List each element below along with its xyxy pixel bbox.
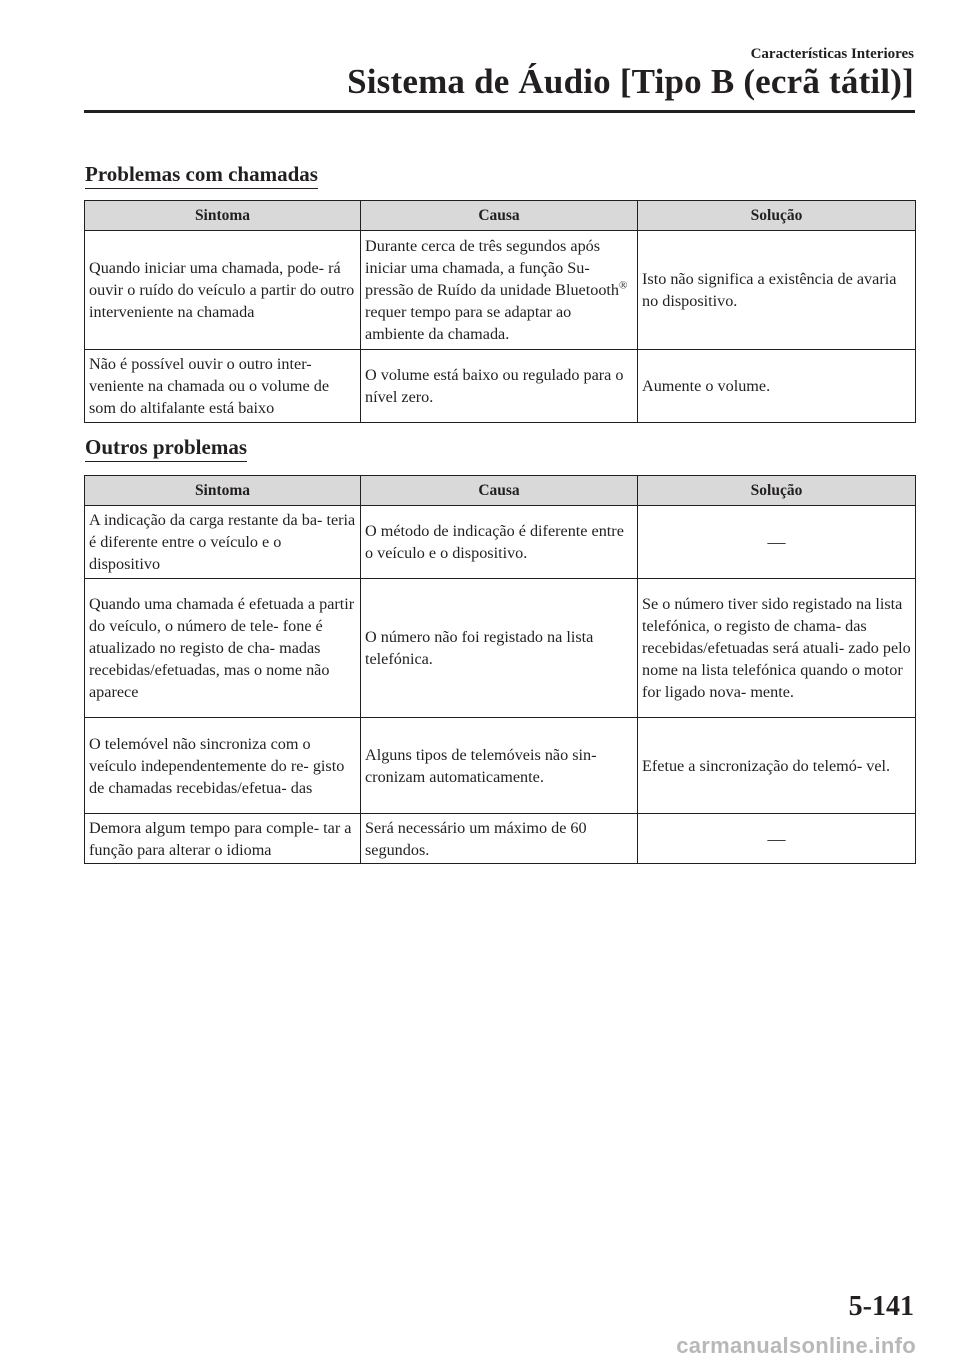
symptom-cell: Demora algum tempo para comple- tar a função para alterar o idioma xyxy=(85,814,361,864)
column-header-solution: Solução xyxy=(638,476,916,506)
cause-cell: Alguns tipos de telemóveis não sin- cronizam automaticamente. xyxy=(361,718,638,814)
symptom-cell: Não é possível ouvir o outro inter- veniente na chamada ou o volume de som do altifalante está baixo xyxy=(85,350,361,423)
cause-text-cont: requer tempo para se adaptar ao ambiente da chamada. xyxy=(365,303,572,343)
running-header-title: Sistema de Áudio [Tipo B (ecrã tátil)] xyxy=(347,62,914,101)
solution-cell: Se o número tiver sido registado na lista telefónica, o registo de chama- das recebidas/efetuadas será atuali- zado pelo nome na lista telefónica quando o motor for ligado nova- mente. xyxy=(638,579,916,718)
section-heading-other: Outros problemas xyxy=(85,436,247,462)
symptom-cell: Quando iniciar uma chamada, pode- rá ouvir o ruído do veículo a partir do outro interveniente na chamada xyxy=(85,231,361,350)
column-header-symptom: Sintoma xyxy=(85,476,361,506)
table-row xyxy=(85,814,916,864)
table-row xyxy=(85,718,916,814)
solution-cell: Aumente o volume. xyxy=(638,350,916,423)
table-header-row xyxy=(85,201,916,231)
symptom-cell: A indicação da carga restante da ba- teria é diferente entre o veículo e o dispositivo xyxy=(85,506,361,579)
cause-cell xyxy=(361,231,638,350)
column-header-symptom: Sintoma xyxy=(85,201,361,231)
symptom-cell: Quando uma chamada é efetuada a partir do veículo, o número de tele- fone é atualizado no registo de cha- madas recebidas/efetuadas, mas o nome não aparece xyxy=(85,579,361,718)
cause-cell: O volume está baixo ou regulado para o nível zero. xyxy=(361,350,638,423)
table-row xyxy=(85,350,916,423)
other-troubleshooting-table xyxy=(84,475,916,864)
solution-cell: ― xyxy=(638,506,916,579)
solution-cell: ― xyxy=(638,814,916,864)
table-row xyxy=(85,231,916,350)
cause-cell: O método de indicação é diferente entre o veículo e o dispositivo. xyxy=(361,506,638,579)
cause-text: Durante cerca de três segundos após iniciar uma chamada, a função Su- pressão de Ruído da unidade Bluetooth xyxy=(365,237,620,299)
table-row xyxy=(85,506,916,579)
running-header-section: Características Interiores xyxy=(750,46,914,62)
column-header-solution: Solução xyxy=(638,201,916,231)
column-header-cause: Causa xyxy=(361,476,638,506)
registered-mark: ® xyxy=(619,279,628,292)
cause-cell: O número não foi registado na lista telefónica. xyxy=(361,579,638,718)
cause-cell: Será necessário um máximo de 60 segundos. xyxy=(361,814,638,864)
table-row xyxy=(85,579,916,718)
table-header-row xyxy=(85,476,916,506)
section-heading-calls: Problemas com chamadas xyxy=(85,163,318,189)
header-divider xyxy=(84,110,915,113)
watermark: carmanualsonline.info xyxy=(676,1333,916,1358)
page-number: 5-141 xyxy=(848,1291,914,1322)
column-header-cause: Causa xyxy=(361,201,638,231)
symptom-cell: O telemóvel não sincroniza com o veículo independentemente do re- gisto de chamadas recebidas/efetua- das xyxy=(85,718,361,814)
calls-troubleshooting-table xyxy=(84,200,916,423)
solution-cell: Efetue a sincronização do telemó- vel. xyxy=(638,718,916,814)
solution-cell: Isto não significa a existência de avaria no dispositivo. xyxy=(638,231,916,350)
